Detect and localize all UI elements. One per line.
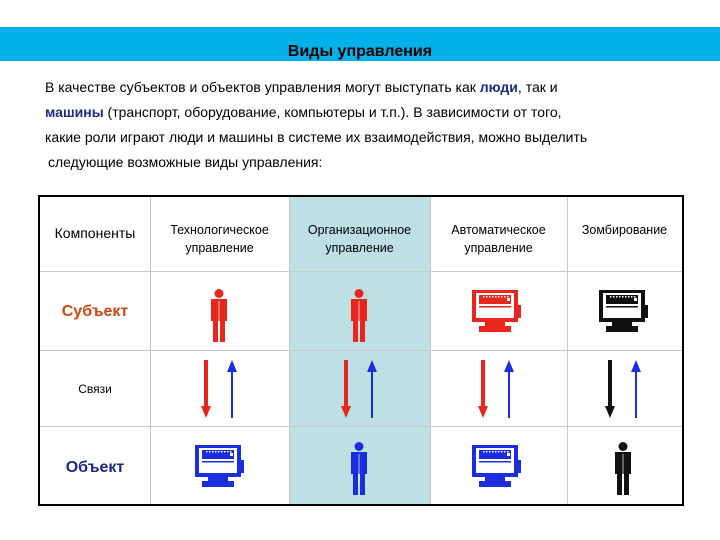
row-label-object: Объект xyxy=(65,459,125,476)
row-divider xyxy=(40,271,682,272)
row-label-links: Связи xyxy=(78,382,112,396)
row-label-subject: Субъект xyxy=(61,303,129,320)
down-arrow-icon xyxy=(200,360,212,423)
machines-highlight: машины xyxy=(45,104,104,120)
intro-line-4: следующие возможные виды управления: xyxy=(48,154,323,170)
down-arrow-icon xyxy=(477,360,489,423)
row-divider xyxy=(40,426,682,427)
page-title: Виды управления xyxy=(287,43,433,60)
down-arrow-icon xyxy=(340,360,352,423)
subject-computer-icon xyxy=(598,289,648,340)
intro-line-1: В качестве субъектов и объектов управления могут выступать как люди, так и xyxy=(45,79,558,95)
header-zombification: Зомбирование xyxy=(581,223,668,237)
object-person-icon xyxy=(349,442,369,501)
header-automatic: Автоматическое управление xyxy=(451,223,546,255)
up-arrow-icon xyxy=(366,360,378,423)
header-organizational: Организационное управление xyxy=(307,223,412,255)
object-person-icon xyxy=(613,442,633,501)
header-components: Компоненты xyxy=(54,225,136,241)
intro-line-2: машины (транспорт, оборудование, компьютеры и т.п.). В зависимости от того, xyxy=(45,104,562,120)
down-arrow-icon xyxy=(604,360,616,423)
subject-person-icon xyxy=(349,289,369,348)
people-highlight: люди xyxy=(479,79,518,95)
up-arrow-icon xyxy=(630,360,642,423)
up-arrow-icon xyxy=(226,360,238,423)
subject-person-icon xyxy=(209,289,229,348)
header-technological: Технологическое управление xyxy=(170,223,269,255)
intro-line-3: какие роли играют люди и машины в системе их взаимодействия, можно выделить xyxy=(45,129,588,145)
subject-computer-icon xyxy=(471,289,521,340)
up-arrow-icon xyxy=(503,360,515,423)
management-types-table xyxy=(38,195,684,506)
intro-text xyxy=(45,75,695,175)
object-computer-icon xyxy=(471,444,521,495)
object-computer-icon xyxy=(194,444,244,495)
row-divider xyxy=(40,350,682,351)
